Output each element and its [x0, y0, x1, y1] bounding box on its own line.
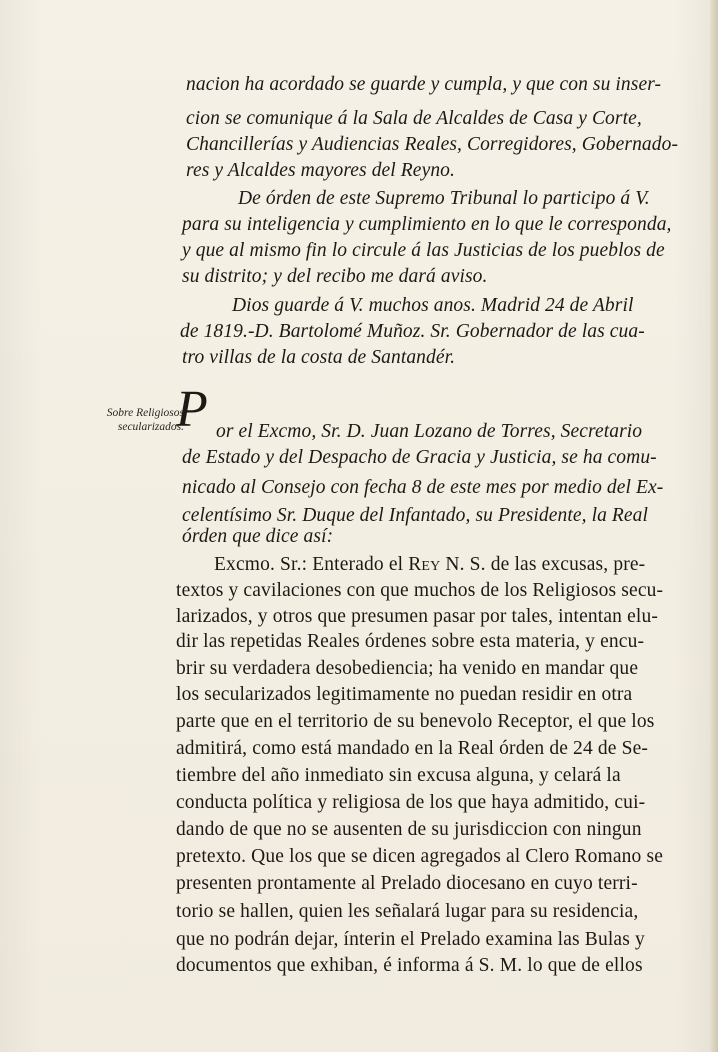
margin-note [74, 406, 184, 434]
text-line: res y Alcaldes mayores del Reyno. [186, 160, 455, 181]
text-line: nicado al Consejo con fecha 8 de este mes por medio del Ex- [182, 477, 664, 498]
text-line: cion se comunique á la Sala de Alcaldes de Casa y Corte, [186, 108, 642, 129]
text-line: y que al mismo fin lo circule á las Justicias de los pueblos de [182, 240, 665, 261]
text-line: dando de que no se ausenten de su jurisdiccion con ningun [176, 819, 642, 840]
text-line: nacion ha acordado se guarde y cumpla, y que con su inser- [186, 74, 662, 95]
text-line: de Estado y del Despacho de Gracia y Justicia, se ha comu- [182, 447, 657, 468]
text-line: para su inteligencia y cumplimiento en lo que le corresponda, [182, 214, 672, 235]
text-line: De órden de este Supremo Tribunal lo participo á V. [238, 188, 650, 209]
text-line: tiembre del año inmediato sin excusa alguna, y celará la [176, 765, 621, 786]
text-line: or el Excmo, Sr. D. Juan Lozano de Torres, Secretario [216, 421, 643, 442]
drop-cap: P [176, 381, 208, 438]
text-line: presenten prontamente al Prelado diocesano en cuyo terri- [176, 873, 638, 894]
margin-note-line: Sobre Religiosos [106, 407, 184, 419]
text-line: parte que en el territorio de su benevolo Receptor, el que los [176, 711, 655, 732]
text-line: conducta política y religiosa de los que haya admitido, cui- [176, 792, 646, 813]
text-line: su distrito; y del recibo me dará aviso. [182, 266, 488, 287]
text-line: larizados, y otros que presumen pasar por tales, intentan elu- [176, 606, 659, 627]
text-line: torio se hallen, quien les señalará lugar para su residencia, [176, 901, 639, 922]
text-line: de 1819.-D. Bartolomé Muñoz. Sr. Gobernador de las cua- [180, 321, 645, 342]
text-line: Chancillerías y Audiencias Reales, Corregidores, Gobernado- [186, 134, 679, 155]
text-line: dir las repetidas Reales órdenes sobre esta materia, y encu- [176, 631, 645, 652]
text-line: que no podrán dejar, ínterin el Prelado examina las Bulas y [176, 929, 645, 950]
text-line: brir su verdadera desobediencia; ha venido en mandar que [176, 658, 639, 679]
text-line: admitirá, como está mandado en la Real órden de 24 de Se- [176, 738, 649, 759]
margin-note-line: secularizados. [117, 421, 184, 433]
text-line: los secularizados legitimamente no puedan residir en otra [176, 684, 633, 705]
text-line: textos y cavilaciones con que muchos de los Religiosos secu- [176, 580, 664, 601]
text-line: celentísimo Sr. Duque del Infantado, su Presidente, la Real [182, 505, 649, 526]
text-span: N. S. de las excusas, pre- [440, 554, 646, 575]
text-line: pretexto. Que los que se dicen agregados al Clero Romano se [176, 846, 663, 867]
text-line: tro villas de la costa de Santandér. [182, 347, 456, 368]
text-span: Excmo. Sr.: Enterado el [214, 554, 409, 575]
page-edge [710, 0, 718, 1052]
text-line: documentos que exhiban, é informa á S. M. lo que de ellos [176, 955, 643, 976]
text-line: órden que dice así: [182, 526, 334, 547]
text-line: Dios guarde á V. muchos anos. Madrid 24 de Abril [232, 295, 634, 316]
text-line [214, 551, 645, 579]
rey-small-caps: Rey [408, 554, 441, 575]
